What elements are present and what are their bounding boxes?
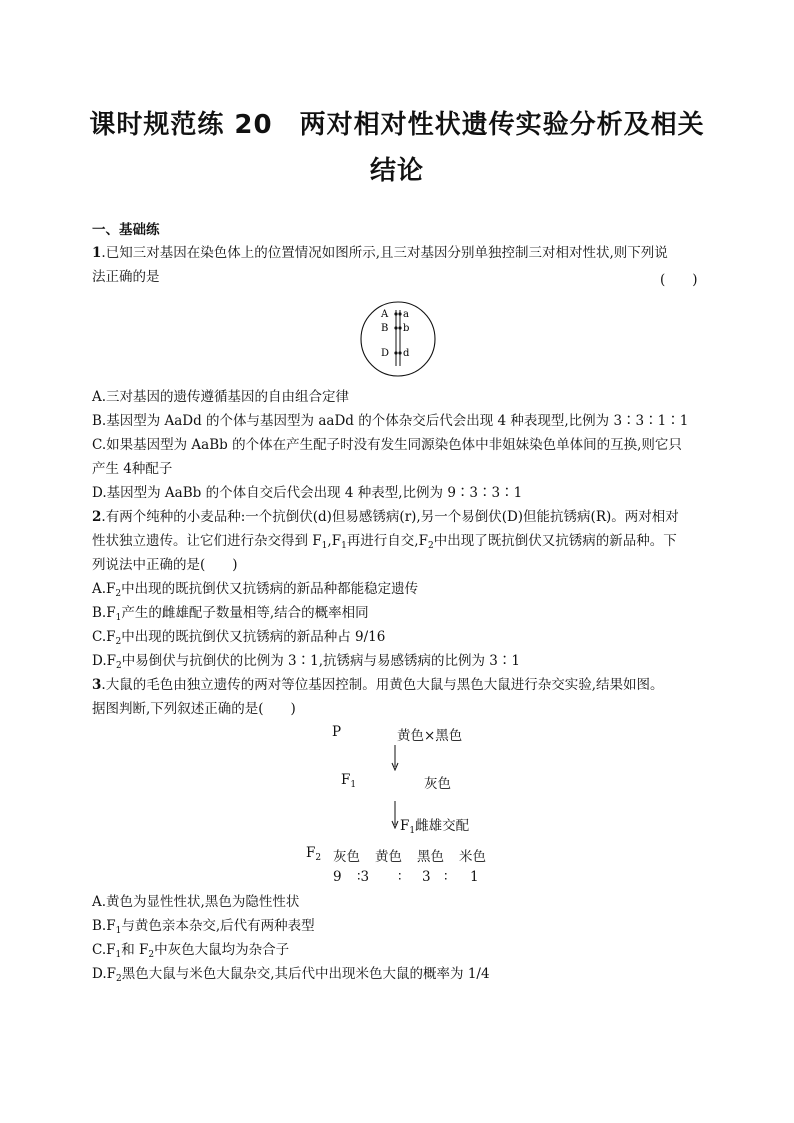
cross-f1-label: $F_1$ [341, 772, 357, 790]
cross-f2-label: $F_2$ [306, 845, 322, 863]
q2-option-a: $A.F_2$中出现的既抗倒伏又抗锈病的新品种都能稳定遗传 [92, 581, 419, 599]
f2-color-gray: 灰色 [333, 849, 360, 865]
f2-ratio-9: 9 [333, 869, 342, 885]
cross-f1-color: 灰色 [424, 776, 451, 792]
q3-option-b: $B.F_1$与黄色亲本杂交,后代有两种表型 [92, 918, 315, 936]
q1-option-c-line2: 产生 4种配子 [92, 461, 173, 477]
q2-number: 2 [92, 509, 102, 525]
q2-stem-line1 [92, 508, 679, 526]
q2-stem-line3: 列说法中正确的是( ) [92, 557, 238, 573]
q3-option-c: $C.F_1$和 $F_2$中灰色大鼠均为杂合子 [92, 942, 290, 960]
gene-b: b [403, 323, 410, 334]
locus-a-dot [394, 312, 397, 315]
f2-color-cream: 米色 [459, 849, 486, 865]
q3-option-d: $D.F_2$黑色大鼠与米色大鼠杂交,其后代中出现米色大鼠的概率为 1/4 [92, 966, 490, 984]
f2-ratio-sep: ∶ [398, 869, 402, 885]
q3-number: 3 [92, 677, 102, 693]
q1-number: 1 [92, 245, 102, 261]
q3-stem-line2: 据图判断,下列叙述正确的是( ) [92, 701, 296, 717]
f2-color-black: 黑色 [417, 849, 444, 865]
section-heading: 一、基础练 [92, 222, 160, 238]
f2-ratio-3b: 3 [422, 869, 431, 885]
q2-option-c: $C.F_2$中出现的既抗倒伏又抗锈病的新品种占 9/16 [92, 629, 386, 647]
f2-ratio-1: 1 [470, 869, 479, 885]
q1-answer-paren: ( ) [660, 272, 698, 288]
q3-text: .大鼠的毛色由独立遗传的两对等位基因控制。用黄色大鼠与黑色大鼠进行杂交实验,结果如图。 [101, 677, 664, 693]
q1-option-c-line1: C.如果基因型为 AaBb 的个体在产生配子时没有发生同源染色体中非姐妹染色单体间的互换,则它只 [92, 437, 682, 453]
q1-stem-line1 [92, 244, 668, 262]
q2-option-d: $D.F_2$中易倒伏与抗倒伏的比例为 3∶1,抗锈病与易感锈病的比例为 3∶1 [92, 653, 520, 671]
page-title-line1: 课时规范练 20 两对相对性状遗传实验分析及相关 [89, 110, 705, 140]
gene-a: a [403, 309, 409, 320]
gene-B: B [381, 323, 389, 334]
cross-arrow-label: $F_1$雌雄交配 [400, 818, 470, 836]
q2-stem-line2: 性状独立遗传。让它们进行杂交得到 $F_1,F_1$再进行自交$,F_2$中出现了既抗倒伏又抗锈病的新品种。下 [92, 533, 677, 551]
q1-option-d: D.基因型为 AaBb 的个体自交后代会出现 4 种表型,比例为 9∶3∶3∶1 [92, 485, 523, 501]
chromosome-diagram [359, 300, 437, 378]
gene-D: D [381, 348, 390, 359]
cross-p-label: P [332, 724, 342, 740]
gene-d: d [403, 348, 410, 359]
arrow-p-to-f1 [390, 745, 400, 771]
page-title-line2: 结论 [369, 156, 424, 186]
q2-option-b: $B.F_1$产生的雌雄配子数量相等,结合的概率相同 [92, 605, 369, 623]
q2-text: .有两个纯种的小麦品种:一个抗倒伏(d)但易感锈病(r),另一个易倒伏(D)但能抗锈病(R)。两对相对 [101, 509, 679, 525]
f2-color-yellow: 黄色 [375, 849, 402, 865]
locus-d-dot [394, 351, 397, 354]
f2-ratio-sep2: ∶ [444, 869, 448, 885]
cross-parents: 黄色×黑色 [397, 728, 463, 744]
arrow-f1-to-f2 [390, 801, 400, 829]
q1-text: .已知三对基因在染色体上的位置情况如图所示,且三对基因分别单独控制三对相对性状,则下列说 [101, 245, 668, 261]
q3-stem-line1 [92, 676, 664, 694]
f2-ratio-3a: ∶3 [357, 869, 370, 885]
q1-option-b: B.基因型为 AaDd 的个体与基因型为 aaDd 的个体杂交后代会出现 4 种表现型,比例为 3∶3∶1∶1 [92, 413, 689, 429]
q1-stem-line2: 法正确的是 [92, 269, 160, 285]
q1-option-a: A.三对基因的遗传遵循基因的自由组合定律 [92, 389, 350, 405]
gene-A: A [381, 309, 389, 320]
locus-b-dot [394, 326, 397, 329]
q3-option-a: A.黄色为显性性状,黑色为隐性性状 [92, 894, 300, 910]
